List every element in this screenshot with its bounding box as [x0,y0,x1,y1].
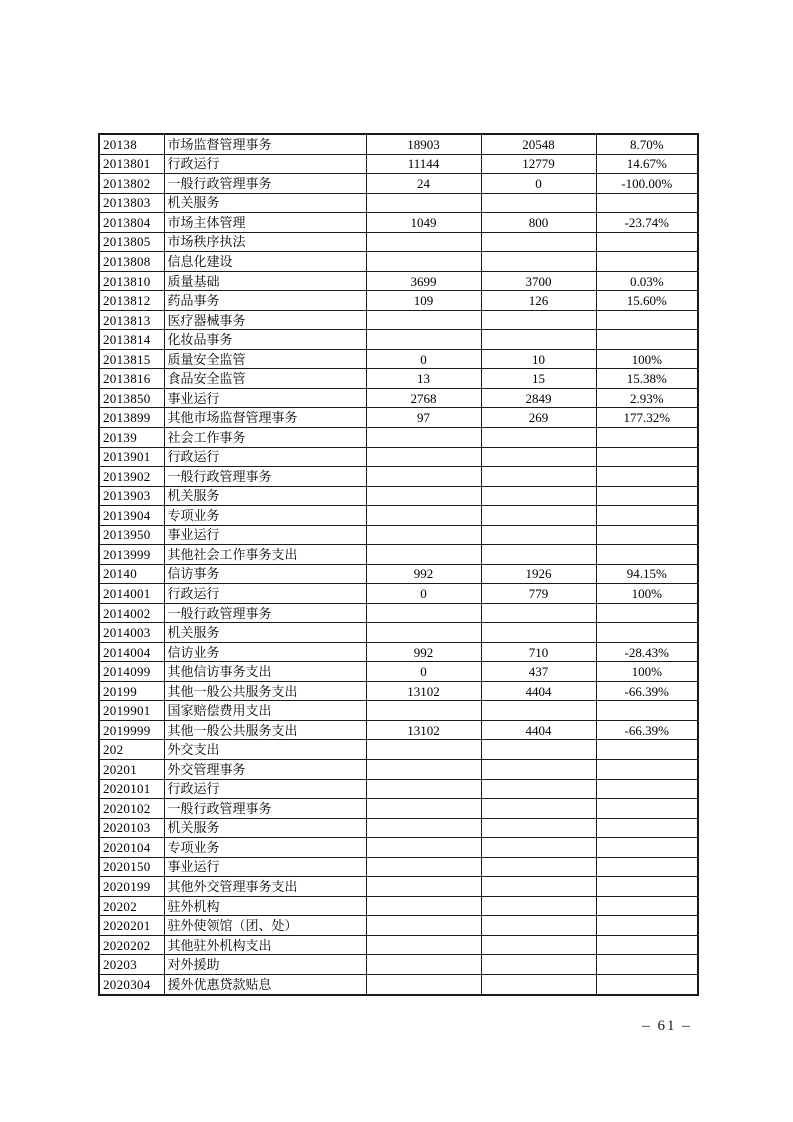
table-row [99,681,698,701]
cell-code: 2013904 [99,506,164,526]
cell-name: 行政运行 [164,779,366,799]
cell-code: 2014002 [99,603,164,623]
cell-value2: 710 [481,642,596,662]
cell-value2: 4404 [481,720,596,740]
cell-name: 食品安全监管 [164,369,366,389]
cell-value1 [366,506,481,526]
cell-percent [596,330,698,350]
table-row [99,857,698,877]
cell-value2 [481,799,596,819]
cell-value2 [481,701,596,721]
cell-percent [596,955,698,975]
cell-value2 [481,779,596,799]
table-row [99,642,698,662]
cell-value2 [481,974,596,995]
cell-name: 事业运行 [164,388,366,408]
cell-name: 外交管理事务 [164,760,366,780]
table-row [99,974,698,995]
cell-name: 其他市场监督管理事务 [164,408,366,428]
cell-value1 [366,252,481,272]
cell-percent [596,877,698,897]
table-row [99,134,698,154]
cell-code: 2013950 [99,525,164,545]
cell-value2: 269 [481,408,596,428]
cell-value2: 15 [481,369,596,389]
cell-percent [596,799,698,819]
cell-percent [596,427,698,447]
cell-percent [596,857,698,877]
cell-value2: 126 [481,291,596,311]
cell-value1 [366,818,481,838]
cell-name: 一般行政管理事务 [164,799,366,819]
cell-name: 社会工作事务 [164,427,366,447]
table-row [99,623,698,643]
cell-code: 2020104 [99,838,164,858]
cell-percent [596,760,698,780]
table-row [99,193,698,213]
cell-value2 [481,838,596,858]
cell-code: 2013815 [99,349,164,369]
cell-value1 [366,447,481,467]
cell-value2 [481,760,596,780]
cell-percent [596,603,698,623]
cell-name: 药品事务 [164,291,366,311]
table-row [99,310,698,330]
table-row [99,935,698,955]
cell-value1: 97 [366,408,481,428]
cell-code: 2020202 [99,935,164,955]
cell-name: 机关服务 [164,486,366,506]
cell-code: 20138 [99,134,164,154]
cell-value1: 1049 [366,213,481,233]
cell-value1: 3699 [366,271,481,291]
cell-percent [596,935,698,955]
cell-value2: 10 [481,349,596,369]
cell-value2: 779 [481,584,596,604]
table-row [99,467,698,487]
cell-value1 [366,232,481,252]
table-row [99,760,698,780]
cell-code: 2013850 [99,388,164,408]
table-row [99,447,698,467]
cell-code: 202 [99,740,164,760]
cell-value2: 4404 [481,681,596,701]
cell-name: 市场主体管理 [164,213,366,233]
cell-name: 机关服务 [164,818,366,838]
cell-value2 [481,740,596,760]
cell-code: 2014001 [99,584,164,604]
cell-value1 [366,740,481,760]
cell-code: 2013899 [99,408,164,428]
table-row [99,408,698,428]
cell-percent [596,779,698,799]
table-row [99,838,698,858]
cell-name: 化妆品事务 [164,330,366,350]
cell-percent: -100.00% [596,174,698,194]
cell-value1: 0 [366,662,481,682]
table-row [99,701,698,721]
cell-value2: 3700 [481,271,596,291]
cell-name: 其他信访事务支出 [164,662,366,682]
cell-percent [596,506,698,526]
cell-percent [596,623,698,643]
cell-name: 对外援助 [164,955,366,975]
cell-value1: 13102 [366,720,481,740]
cell-code: 2019901 [99,701,164,721]
table-row [99,779,698,799]
cell-value1: 18903 [366,134,481,154]
cell-value2: 12779 [481,154,596,174]
cell-value2 [481,506,596,526]
cell-value2: 1926 [481,564,596,584]
cell-name: 一般行政管理事务 [164,174,366,194]
cell-percent: 100% [596,349,698,369]
cell-value1: 13 [366,369,481,389]
cell-name: 市场监督管理事务 [164,134,366,154]
cell-code: 20202 [99,896,164,916]
cell-percent [596,193,698,213]
table-row [99,877,698,897]
cell-code: 2014003 [99,623,164,643]
cell-name: 其他一般公共服务支出 [164,720,366,740]
cell-percent [596,486,698,506]
table-row [99,818,698,838]
table-row [99,154,698,174]
cell-value1: 2768 [366,388,481,408]
cell-code: 2013802 [99,174,164,194]
cell-percent [596,252,698,272]
cell-value1 [366,916,481,936]
cell-value2 [481,916,596,936]
table-row [99,564,698,584]
cell-value1: 24 [366,174,481,194]
table-row [99,369,698,389]
cell-value1: 109 [366,291,481,311]
cell-name: 其他一般公共服务支出 [164,681,366,701]
cell-name: 行政运行 [164,584,366,604]
cell-value1 [366,310,481,330]
cell-code: 2013804 [99,213,164,233]
cell-value2 [481,232,596,252]
cell-name: 机关服务 [164,193,366,213]
cell-name: 行政运行 [164,154,366,174]
cell-code: 20140 [99,564,164,584]
budget-table-body [99,134,698,995]
table-row [99,955,698,975]
cell-code: 20203 [99,955,164,975]
cell-value1 [366,760,481,780]
cell-value1 [366,427,481,447]
cell-value2 [481,603,596,623]
cell-percent: 8.70% [596,134,698,154]
cell-value1 [366,623,481,643]
cell-value1 [366,525,481,545]
cell-percent [596,545,698,565]
table-row [99,486,698,506]
table-row [99,330,698,350]
table-row [99,506,698,526]
cell-code: 2013816 [99,369,164,389]
cell-code: 2013803 [99,193,164,213]
cell-value2 [481,857,596,877]
cell-name: 事业运行 [164,857,366,877]
table-row [99,174,698,194]
cell-percent: -28.43% [596,642,698,662]
cell-name: 医疗器械事务 [164,310,366,330]
table-row [99,896,698,916]
cell-value1: 992 [366,564,481,584]
cell-value1 [366,857,481,877]
cell-percent: 15.38% [596,369,698,389]
cell-value2 [481,623,596,643]
cell-name: 市场秩序执法 [164,232,366,252]
table-row [99,916,698,936]
table-row [99,213,698,233]
cell-percent [596,525,698,545]
table-row [99,252,698,272]
cell-name: 质量安全监管 [164,349,366,369]
cell-code: 2020101 [99,779,164,799]
cell-percent: 100% [596,584,698,604]
cell-name: 行政运行 [164,447,366,467]
cell-code: 2020102 [99,799,164,819]
table-row [99,662,698,682]
table-row [99,291,698,311]
cell-name: 信访业务 [164,642,366,662]
cell-value1 [366,935,481,955]
cell-percent [596,310,698,330]
cell-name: 事业运行 [164,525,366,545]
cell-name: 外交支出 [164,740,366,760]
table-row [99,271,698,291]
cell-value2 [481,545,596,565]
cell-value1 [366,877,481,897]
cell-name: 信息化建设 [164,252,366,272]
table-row [99,525,698,545]
cell-code: 2013999 [99,545,164,565]
table-row [99,720,698,740]
cell-code: 2014004 [99,642,164,662]
cell-code: 2013814 [99,330,164,350]
table-row [99,603,698,623]
cell-value1 [366,955,481,975]
cell-code: 2013903 [99,486,164,506]
cell-value1 [366,603,481,623]
cell-percent: 14.67% [596,154,698,174]
cell-value1 [366,467,481,487]
cell-code: 20201 [99,760,164,780]
cell-name: 质量基础 [164,271,366,291]
table-row [99,740,698,760]
cell-percent: 94.15% [596,564,698,584]
cell-code: 2013812 [99,291,164,311]
cell-value2: 2849 [481,388,596,408]
cell-value1: 11144 [366,154,481,174]
cell-code: 2013901 [99,447,164,467]
cell-value2 [481,818,596,838]
cell-code: 2013805 [99,232,164,252]
cell-value2 [481,486,596,506]
cell-percent: -66.39% [596,681,698,701]
cell-percent: 100% [596,662,698,682]
cell-name: 专项业务 [164,506,366,526]
cell-name: 国家赔偿费用支出 [164,701,366,721]
table-row [99,584,698,604]
cell-code: 2020201 [99,916,164,936]
page-number: – 61 – [642,1018,692,1034]
cell-code: 2013902 [99,467,164,487]
table-row [99,388,698,408]
cell-value1: 0 [366,584,481,604]
cell-value2 [481,525,596,545]
cell-value2 [481,427,596,447]
cell-percent: 0.03% [596,271,698,291]
cell-name: 信访事务 [164,564,366,584]
cell-percent: 177.32% [596,408,698,428]
cell-code: 20199 [99,681,164,701]
cell-percent: -66.39% [596,720,698,740]
cell-value1: 13102 [366,681,481,701]
cell-percent: -23.74% [596,213,698,233]
cell-name: 其他驻外机构支出 [164,935,366,955]
cell-value2 [481,935,596,955]
cell-name: 机关服务 [164,623,366,643]
cell-value2 [481,193,596,213]
cell-value1 [366,486,481,506]
table-row [99,799,698,819]
cell-value2 [481,467,596,487]
cell-percent: 2.93% [596,388,698,408]
cell-value1 [366,799,481,819]
cell-value2: 800 [481,213,596,233]
cell-value2 [481,310,596,330]
cell-code: 2019999 [99,720,164,740]
cell-code: 2013808 [99,252,164,272]
cell-value1 [366,896,481,916]
cell-name: 一般行政管理事务 [164,603,366,623]
cell-percent [596,916,698,936]
cell-value2: 20548 [481,134,596,154]
cell-percent [596,818,698,838]
cell-code: 2020150 [99,857,164,877]
cell-percent [596,447,698,467]
cell-value1 [366,779,481,799]
cell-code: 2013801 [99,154,164,174]
cell-value1 [366,701,481,721]
budget-table [98,133,699,996]
cell-percent: 15.60% [596,291,698,311]
cell-value2: 437 [481,662,596,682]
cell-value1: 0 [366,349,481,369]
table-row [99,349,698,369]
cell-percent [596,232,698,252]
cell-value1 [366,838,481,858]
cell-value2 [481,447,596,467]
cell-name: 其他外交管理事务支出 [164,877,366,897]
table-row [99,545,698,565]
cell-value2 [481,877,596,897]
cell-value1 [366,545,481,565]
cell-name: 专项业务 [164,838,366,858]
cell-percent [596,896,698,916]
cell-value1 [366,330,481,350]
cell-code: 2013810 [99,271,164,291]
cell-code: 2020199 [99,877,164,897]
cell-percent [596,740,698,760]
cell-percent [596,701,698,721]
cell-code: 2020304 [99,974,164,995]
cell-code: 2014099 [99,662,164,682]
cell-percent [596,974,698,995]
cell-value2 [481,955,596,975]
cell-percent [596,467,698,487]
cell-value2 [481,896,596,916]
cell-name: 援外优惠贷款贴息 [164,974,366,995]
table-row [99,427,698,447]
cell-value1 [366,974,481,995]
cell-value1 [366,193,481,213]
cell-name: 驻外使领馆（团、处） [164,916,366,936]
cell-name: 其他社会工作事务支出 [164,545,366,565]
cell-code: 2013813 [99,310,164,330]
cell-value2 [481,330,596,350]
cell-value2 [481,252,596,272]
cell-code: 2020103 [99,818,164,838]
cell-percent [596,838,698,858]
cell-value1: 992 [366,642,481,662]
cell-value2: 0 [481,174,596,194]
cell-name: 驻外机构 [164,896,366,916]
table-row [99,232,698,252]
cell-code: 20139 [99,427,164,447]
cell-name: 一般行政管理事务 [164,467,366,487]
